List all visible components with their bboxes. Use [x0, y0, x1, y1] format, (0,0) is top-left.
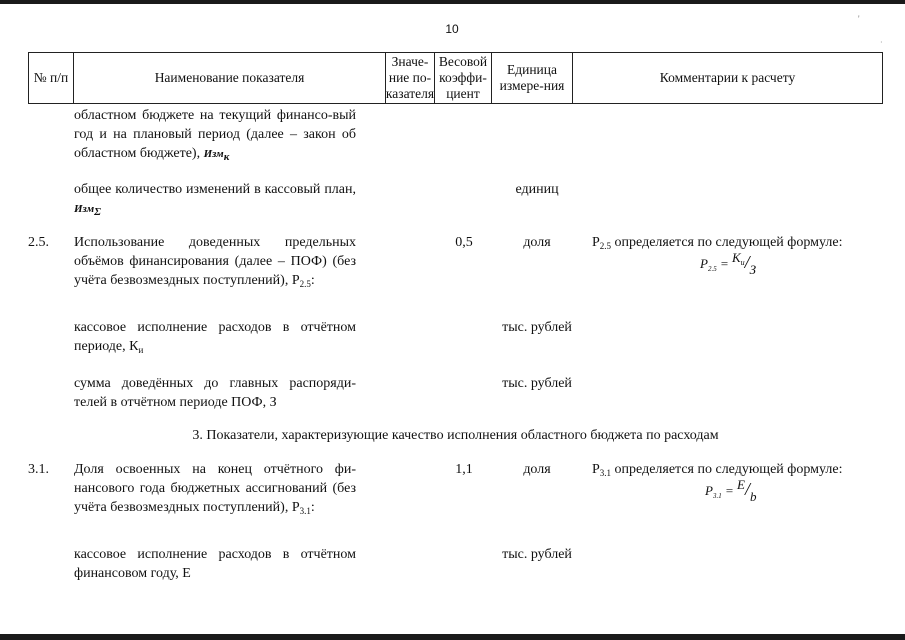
section-3-title: 3. Показатели, характеризующие качество исполнения областного бюджета по расходам [192, 428, 719, 443]
row-3-1-formula: $P_{3.1} = E/b$ [705, 477, 757, 504]
kass2-unit: тыс. рублей [502, 547, 572, 562]
row-2-5-weight: 0,5 [455, 235, 473, 250]
pof-unit: тыс. рублей [502, 376, 572, 391]
kass-text: кассовое исполнение расходов в отчётном периоде, $К_и$ [74, 320, 356, 355]
row-2-5-comment: $P_{2.5}$ определяется по следующей формуле: [592, 235, 843, 251]
header-name: Наименование показателя [154, 70, 305, 85]
header-num: № п/п [33, 70, 69, 85]
top-border [0, 0, 905, 4]
scan-mark-2: · [880, 38, 883, 47]
changes-text: общее количество изменений в кассовый план, Изм$_\Sigma$ [74, 182, 356, 218]
row-3-1-weight: 1,1 [455, 462, 473, 477]
page-number: 10 [445, 22, 459, 36]
header-comment: Комментарии к расчету [659, 70, 796, 85]
row-2-5-formula: $P_{2.5} = К^и/З$ [700, 250, 757, 277]
row-2-5-number: 2.5. [28, 235, 49, 250]
kass2-text: кассовое исполнение расходов в отчётном финансовом году, Е [74, 547, 356, 581]
kass-unit: тыс. рублей [502, 320, 572, 335]
bottom-border [0, 634, 905, 640]
header-value: Значе-ние по-казателя [385, 54, 435, 101]
continuation-text: областном бюджете на текущий финансо-вый год и на плановый период (далее – закон об областном бюджете), Изм$_к$ [74, 108, 356, 163]
pof-text: сумма доведённых до главных распоряди-телей в отчётном периоде ПОФ, З [74, 376, 356, 410]
row-2-5-unit: доля [523, 235, 551, 250]
row-3-1-name: Доля освоенных на конец отчётного фи-нансового года бюджетных ассигнований (без учёта безвозмездных поступлений), $P_{3.1}$: [74, 462, 356, 516]
row-3-1-comment: $P_{3.1}$ определяется по следующей формуле: [592, 462, 843, 478]
header-weight: Весовой коэффи-циент [438, 54, 488, 101]
changes-unit: единиц [515, 182, 559, 197]
row-3-1-number: 3.1. [28, 462, 49, 477]
row-2-5-name: Использование доведенных предельных объёмов финансирования (далее – ПОФ) (без учёта безвозмездных поступлений), $P_{2.5}$: [74, 235, 356, 289]
table-header [28, 52, 883, 104]
row-3-1-unit: доля [523, 462, 551, 477]
scan-mark: ' [858, 14, 860, 24]
header-unit: Единица измере-ния [499, 62, 565, 93]
